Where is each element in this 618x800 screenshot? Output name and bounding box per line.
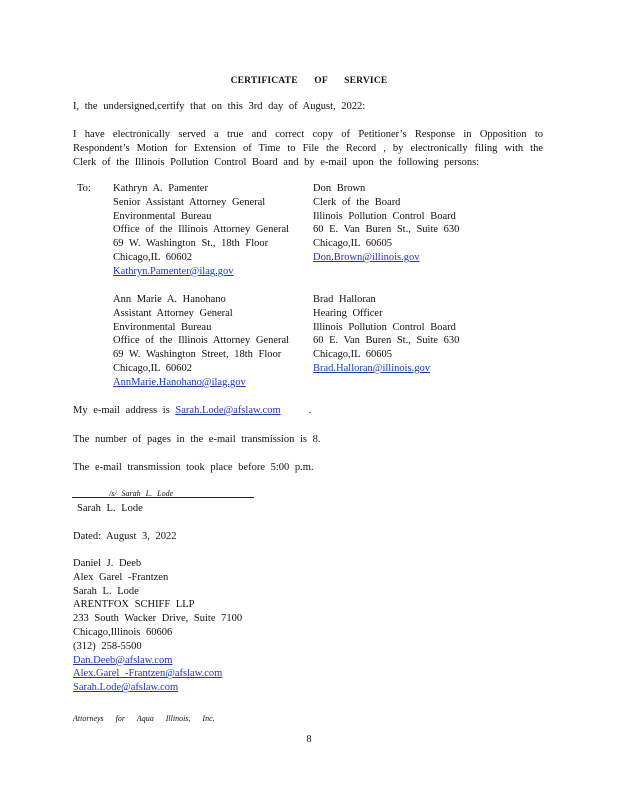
recipient-line: Environmental Bureau <box>113 210 212 222</box>
recipient-email-link[interactable]: AnnMarie.Hanohano@ilag.gov <box>113 376 246 388</box>
recipient-line: Senior Assistant Attorney General <box>113 196 266 208</box>
recipient-line: Ann Marie A. Hanohano <box>113 294 226 305</box>
recipient-line: Illinois Pollution Control Board <box>313 321 456 333</box>
recipient-line: Assistant Attorney General <box>113 307 233 319</box>
recipient-line: Environmental Bureau <box>113 321 212 333</box>
recipient-line: Kathryn A. Pamenter <box>113 183 208 194</box>
signature-line <box>72 497 254 498</box>
signer-name: Sarah L. Lode <box>77 503 143 514</box>
recipient-line: Brad Halloran <box>313 294 376 305</box>
time-line: The e-mail transmission took place before 5:00 p.m. <box>73 462 314 473</box>
recipient-line: Office of the Illinois Attorney General <box>113 224 290 236</box>
pages-line: The number of pages in the e-mail transmission is 8. <box>73 434 321 445</box>
signatory-line: Chicago,Illinois 60606 <box>73 626 173 638</box>
signatory-block <box>73 557 246 695</box>
recipient-line: Office of the Illinois Attorney General <box>113 335 290 347</box>
signatory-line: 233 South Wacker Drive, Suite 7100 <box>73 613 243 625</box>
signatory-line: Sarah L. Lode <box>73 585 139 597</box>
signatory-email-link[interactable]: Dan.Deeb@afslaw.com <box>73 654 173 666</box>
recipient-line: 69 W. Washington St., 18th Floor <box>113 238 269 250</box>
signatory-line: Daniel J. Deeb <box>73 558 142 569</box>
service-paragraph-line-2: Respondent’s Motion for Extension of Time to File the Record , by electronically filing with the <box>73 143 543 154</box>
phone-number: (312) 258-5500 <box>73 640 142 652</box>
recipient-line: Hearing Officer <box>313 307 383 319</box>
my-email-prefix: My e-mail address is <box>73 405 170 416</box>
recipient-line: 60 E. Van Buren St., Suite 630 <box>313 335 460 347</box>
recipient-block <box>313 182 459 265</box>
recipient-line: Illinois Pollution Control Board <box>313 210 456 222</box>
signatory-email-link[interactable]: Sarah.Lode@afslaw.com <box>73 682 179 694</box>
page-number: 8 <box>306 734 312 745</box>
recipient-email-link[interactable]: Don.Brown@illinois.gov <box>313 251 420 263</box>
recipient-email-link[interactable]: Brad.Halloran@illinois.gov <box>313 362 430 374</box>
recipient-line: Don Brown <box>313 183 366 194</box>
recipient-line: 69 W. Washington Street, 18th Floor <box>113 349 282 361</box>
recipient-block <box>113 182 289 279</box>
recipient-line: Clerk of the Board <box>313 196 401 208</box>
attorneys-for-line: Attorneys for Aqua Illinois, Inc. <box>73 714 215 723</box>
service-paragraph-line-3: Clerk of the Illinois Pollution Control Board and by e-mail upon the following persons: <box>73 157 480 168</box>
recipient-block <box>113 293 289 390</box>
recipient-block <box>313 293 459 376</box>
service-paragraph-line-1: I have electronically served a true and correct copy of Petitioner’s Response in Opposition to <box>73 129 543 140</box>
recipient-email-link[interactable]: Kathryn.Pamenter@ilag.gov <box>113 265 234 277</box>
recipient-line: Chicago,IL 60605 <box>313 238 393 250</box>
intro-line: I, the undersigned,certify that on this 3rd day of August, 2022: <box>73 101 366 112</box>
recipient-line: 60 E. Van Buren St., Suite 630 <box>313 224 460 236</box>
firm-name: ARENTFOX SCHIFF LLP <box>73 599 195 611</box>
my-email-line <box>73 404 311 418</box>
to-label: To: <box>77 183 91 194</box>
signatory-email-link[interactable]: Alex.Garel -Frantzen@afslaw.com <box>73 668 223 680</box>
recipient-line: Chicago,IL 60602 <box>113 251 193 263</box>
my-email-link[interactable]: Sarah.Lode@afslaw.com <box>175 405 281 416</box>
recipient-line: Chicago,IL 60605 <box>313 349 393 361</box>
electronic-signature: /s/ Sarah L. Lode <box>109 489 174 498</box>
document-title: CERTIFICATE OF SERVICE <box>230 76 388 86</box>
my-email-suffix: . <box>308 405 312 416</box>
recipient-line: Chicago,IL 60602 <box>113 362 193 374</box>
signatory-line: Alex Garel -Frantzen <box>73 571 169 583</box>
dated-line: Dated: August 3, 2022 <box>73 531 177 542</box>
